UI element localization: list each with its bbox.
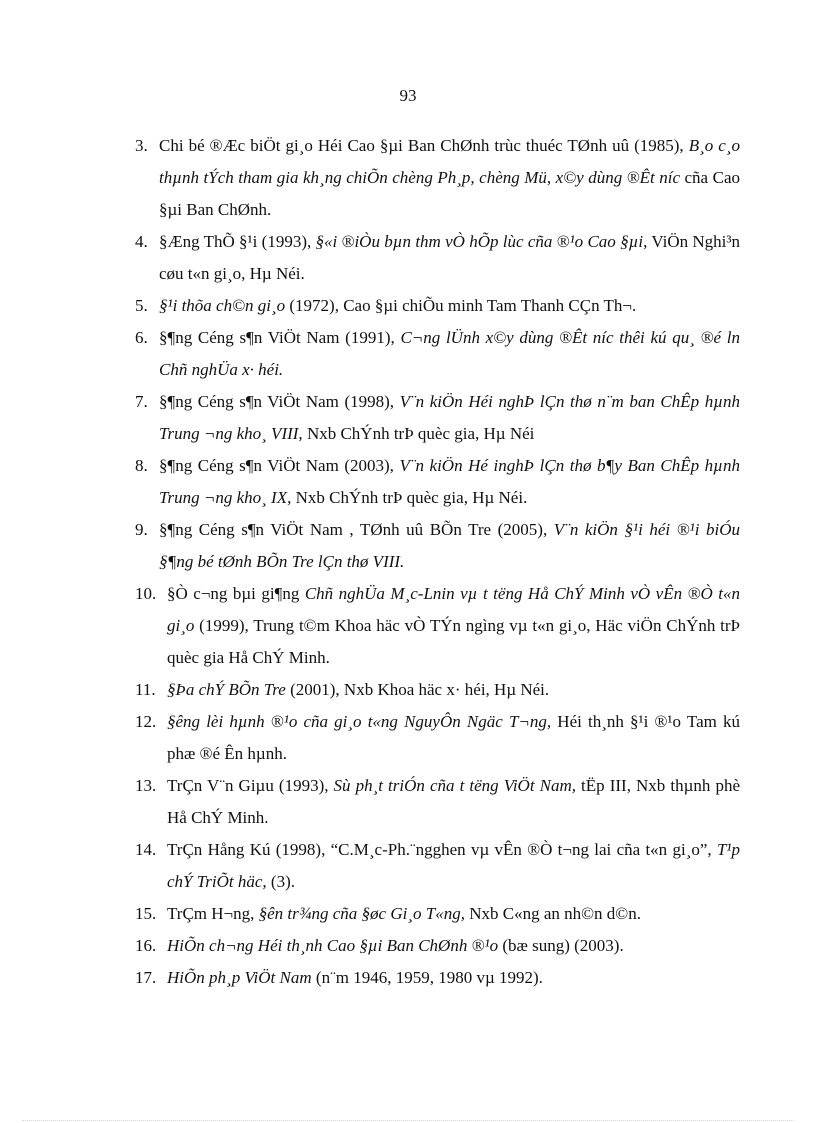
reference-text [159, 450, 740, 514]
reference-title: V¨n kiÖn §¹i héi ®¹i biÓu §¶ng bé tØnh BÕn Tre lÇn thø VIII. [159, 520, 740, 571]
reference-detail: Nxb C«ng an nh©n d©n. [464, 904, 641, 923]
reference-number: 16. [135, 936, 157, 955]
reference-detail: §¶ng Céng s¶n ViÖt Nam (1991), [159, 328, 401, 347]
reference-item [135, 578, 740, 674]
reference-detail: Nxb ChÝnh trÞ quèc gia, Hµ Néi [302, 424, 535, 443]
reference-detail: §Ò c¬ng bµi gi¶ng [167, 584, 305, 603]
reference-item [135, 450, 740, 514]
reference-number: 3. [135, 136, 148, 155]
reference-text [167, 706, 740, 770]
reference-title: C¬ng lÜnh x©y dùng ®Êt níc thêi kú qu¸ ®é ln Chñ nghÜa x· héi. [159, 328, 740, 379]
reference-detail: §¶ng Céng s¶n ViÖt Nam (2003), [159, 456, 400, 475]
reference-number: 10. [135, 584, 157, 603]
reference-number: 17. [135, 968, 157, 987]
reference-title: §«i ®iÒu bµn thm vÒ hÕp lùc cña ®¹o Cao §µi, [315, 232, 648, 251]
reference-title: B¸o c¸o thµnh tÝch tham gia kh¸ng chiÕn chèng Ph¸p, chèng Mü, x©y dùng ®Êt níc [159, 136, 740, 187]
reference-title: Sù ph¸t triÓn cña t tëng ViÖt Nam, [333, 776, 576, 795]
reference-detail: (bæ sung) (2003). [502, 936, 624, 955]
reference-item [135, 770, 740, 834]
reference-number: 6. [135, 328, 148, 347]
reference-list [135, 130, 740, 994]
reference-number: 9. [135, 520, 148, 539]
reference-item [135, 898, 740, 930]
reference-item [135, 834, 740, 898]
reference-detail: §¶ng Céng s¶n ViÖt Nam , TØnh uû BÕn Tre (2005), [159, 520, 554, 539]
reference-detail: tËp III, Nxb thµnh phè Hå ChÝ Minh. [167, 776, 740, 827]
page-number: 93 [399, 86, 417, 105]
reference-title: Chñ nghÜa M¸c-Lnin vµ t tëng Hå ChÝ Minh vÒ vÊn ®Ò t«n gi¸o [167, 584, 740, 635]
reference-text [167, 962, 740, 994]
reference-title: HiÕn ph¸p ViÖt Nam [167, 968, 316, 987]
reference-detail: Héi th¸nh §¹i ®¹o Tam kú phæ ®é Ên hµnh. [167, 712, 740, 763]
reference-item [135, 706, 740, 770]
reference-item [135, 514, 740, 578]
reference-item [135, 674, 740, 706]
reference-detail: (1972), Cao §µi chiÕu minh Tam Thanh CÇn Th¬. [289, 296, 637, 315]
reference-title: V¨n kiÖn Héi nghÞ lÇn thø n¨m ban ChÊp hµnh Trung ¬ng kho¸ VIII, [159, 392, 740, 443]
reference-text [167, 578, 740, 674]
footer-divider [22, 1120, 794, 1121]
reference-number: 14. [135, 840, 157, 859]
reference-item [135, 226, 740, 290]
reference-text [159, 386, 740, 450]
reference-title: T¹p chÝ TriÕt häc, [167, 840, 740, 891]
reference-item [135, 322, 740, 386]
reference-text [167, 834, 740, 898]
reference-number: 12. [135, 712, 157, 731]
reference-title: §êng lèi hµnh ®¹o cña gi¸o t«ng NguyÔn Ngäc T¬ng, [167, 712, 552, 731]
reference-item [135, 290, 740, 322]
reference-detail: cña Cao §µi Ban ChØnh. [159, 168, 740, 219]
reference-detail: ViÖn Nghi³n cøu t«n gi¸o, Hµ Néi. [159, 232, 740, 283]
reference-title: §Þa chÝ BÕn Tre [167, 680, 291, 699]
reference-detail: Chi bé ®Æc biÖt gi¸o Héi Cao §µi Ban ChØnh trùc thuéc TØnh uû (1985), [159, 136, 689, 155]
reference-number: 4. [135, 232, 148, 251]
reference-detail: TrÇn Hång Kú (1998), “C.M¸c-Ph.¨ngghen vµ vÊn ®Ò t¬ng lai cña t«n gi¸o”, [167, 840, 717, 859]
reference-detail: TrÇm H¬ng, [167, 904, 259, 923]
reference-title: §¹i thõa ch©n gi¸o [159, 296, 290, 315]
reference-detail: §Æng ThÕ §¹i (1993), [159, 232, 316, 251]
reference-text [167, 898, 740, 930]
reference-item [135, 962, 740, 994]
reference-text [159, 322, 740, 386]
reference-text [159, 130, 740, 226]
reference-text [167, 770, 740, 834]
reference-text [167, 674, 740, 706]
reference-text [167, 930, 740, 962]
reference-number: 11. [135, 680, 156, 699]
reference-detail: (1999), Trung t©m Khoa häc vÒ TÝn ngìng vµ t«n gi¸o, Häc viÖn ChÝnh trÞ quèc gia Hå ChÝ Minh. [167, 616, 740, 667]
reference-title: V¨n kiÖn Hé inghÞ lÇn thø b¶y Ban ChÊp hµnh Trung ¬ng kho¸ IX, [159, 456, 740, 507]
reference-item [135, 930, 740, 962]
reference-detail: (2001), Nxb Khoa häc x· héi, Hµ Néi. [290, 680, 550, 699]
reference-number: 13. [135, 776, 157, 795]
reference-number: 8. [135, 456, 148, 475]
reference-text [159, 226, 740, 290]
reference-text [159, 290, 740, 322]
reference-detail: TrÇn V¨n Giµu (1993), [167, 776, 334, 795]
reference-title: HiÕn ch¬ng Héi th¸nh Cao §µi Ban ChØnh ®¹o [167, 936, 503, 955]
reference-number: 5. [135, 296, 148, 315]
reference-item [135, 386, 740, 450]
reference-detail: (n¨m 1946, 1959, 1980 vµ 1992). [315, 968, 543, 987]
reference-item [135, 130, 740, 226]
reference-title: §ên tr¾ng cña §øc Gi¸o T«ng, [258, 904, 465, 923]
reference-text [159, 514, 740, 578]
reference-number: 7. [135, 392, 148, 411]
reference-detail: Nxb ChÝnh trÞ quèc gia, Hµ Néi. [291, 488, 528, 507]
reference-detail: §¶ng Céng s¶n ViÖt Nam (1998), [159, 392, 400, 411]
reference-detail: (3). [266, 872, 295, 891]
reference-number: 15. [135, 904, 157, 923]
